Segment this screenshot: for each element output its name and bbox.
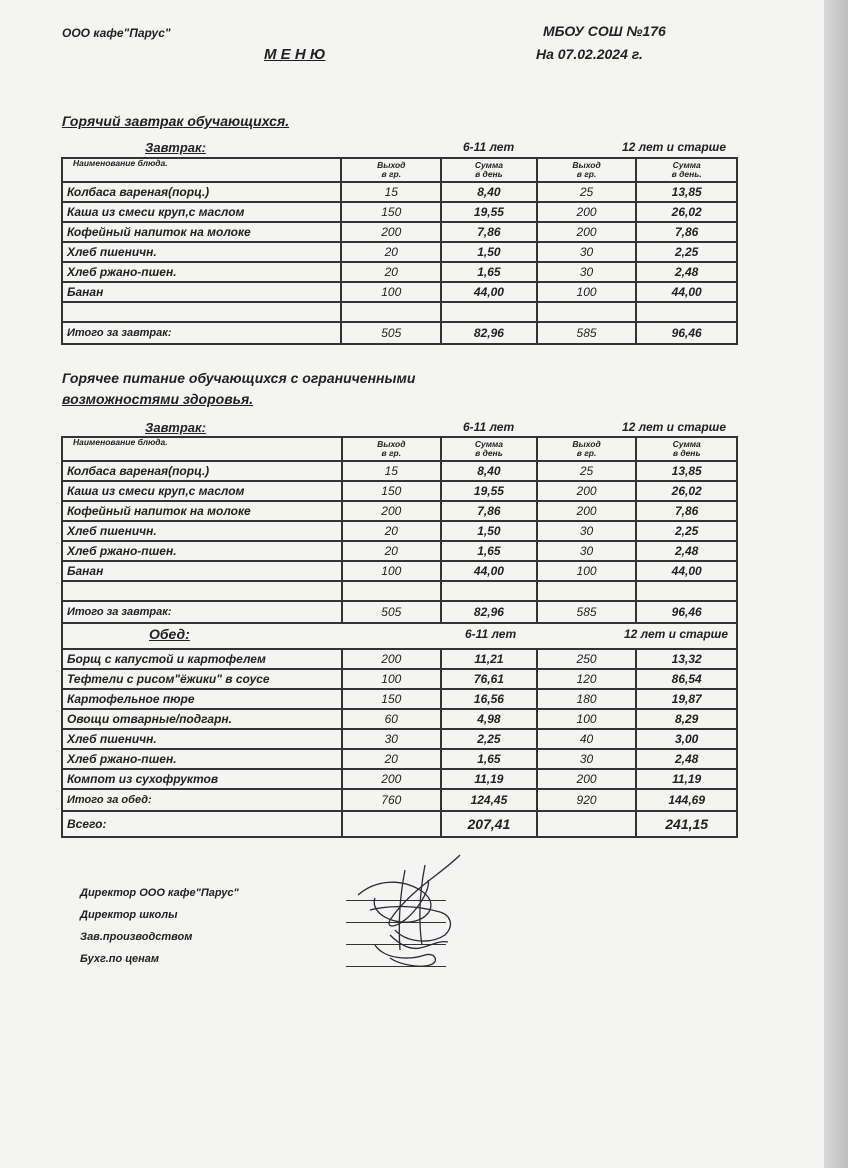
grams: 40 bbox=[537, 729, 637, 749]
dish-name: Кофейный напиток на молоке bbox=[62, 222, 341, 242]
sum: 19,55 bbox=[441, 202, 537, 222]
total-grams: 920 bbox=[537, 789, 637, 811]
grams: 60 bbox=[342, 709, 442, 729]
total-sum: 96,46 bbox=[636, 322, 737, 344]
total-row bbox=[62, 601, 737, 623]
sum: 1,50 bbox=[441, 242, 537, 262]
menu-item-row bbox=[62, 561, 737, 581]
sum: 44,00 bbox=[636, 561, 737, 581]
sum: 16,56 bbox=[441, 689, 537, 709]
section2-meal: Завтрак: bbox=[145, 420, 206, 435]
sum: 13,85 bbox=[636, 182, 737, 202]
menu-item-row bbox=[62, 749, 737, 769]
dish-name: Хлеб пшеничн. bbox=[62, 242, 341, 262]
ovz-menu-table bbox=[61, 436, 738, 838]
section2-age2: 12 лет и старше bbox=[622, 420, 727, 434]
dish-name: Картофельное пюре bbox=[62, 689, 342, 709]
sum: 2,48 bbox=[636, 541, 737, 561]
total-grams: 505 bbox=[342, 601, 442, 623]
grams: 100 bbox=[537, 709, 637, 729]
grams: 200 bbox=[537, 769, 637, 789]
grams: 20 bbox=[341, 242, 441, 262]
table-header-row bbox=[62, 158, 737, 182]
dish-name: Хлеб ржано-пшен. bbox=[62, 749, 342, 769]
sum: 19,55 bbox=[441, 481, 537, 501]
col-sum-header: Сумма в день. bbox=[636, 158, 737, 182]
grams: 20 bbox=[342, 541, 442, 561]
menu-item-row bbox=[62, 262, 737, 282]
grams: 30 bbox=[537, 262, 637, 282]
grand-total-row bbox=[62, 811, 737, 837]
dish-name: Банан bbox=[62, 282, 341, 302]
menu-item-row bbox=[62, 689, 737, 709]
total-grams: 505 bbox=[341, 322, 441, 344]
sum: 13,85 bbox=[636, 461, 737, 481]
total-label: Итого за завтрак: bbox=[62, 322, 341, 344]
grams: 200 bbox=[341, 222, 441, 242]
section2-age1: 6-11 лет bbox=[463, 420, 515, 434]
signature-label: Бухг.по ценам bbox=[80, 953, 159, 965]
sum: 2,48 bbox=[636, 262, 737, 282]
col-out-header: Выход в гр. bbox=[341, 158, 441, 182]
handwritten-signature bbox=[330, 850, 480, 975]
total-sum: 82,96 bbox=[441, 601, 537, 623]
col-out-header: Выход в гр. bbox=[342, 437, 442, 461]
breakfast-table bbox=[61, 157, 738, 345]
col-out-header: Выход в гр. bbox=[537, 158, 637, 182]
col-sum-header: Сумма в день bbox=[441, 158, 537, 182]
grams: 180 bbox=[537, 689, 637, 709]
total-label: Итого за обед: bbox=[62, 789, 342, 811]
section2-title-line2: возможностями здоровья. bbox=[62, 391, 254, 407]
dish-name: Колбаса вареная(порц.) bbox=[62, 182, 341, 202]
dish-name: Каша из смеси круп,с маслом bbox=[62, 481, 342, 501]
col-name-header: Наименование блюда. bbox=[62, 437, 342, 461]
col-sum-header: Сумма в день bbox=[441, 437, 537, 461]
grams: 150 bbox=[341, 202, 441, 222]
total-sum: 82,96 bbox=[441, 322, 537, 344]
menu-item-row bbox=[62, 709, 737, 729]
menu-item-row bbox=[62, 521, 737, 541]
menu-item-row bbox=[62, 481, 737, 501]
grams: 30 bbox=[537, 541, 637, 561]
sum: 1,65 bbox=[441, 262, 537, 282]
total-grams: 760 bbox=[342, 789, 442, 811]
grams: 100 bbox=[341, 282, 441, 302]
sum: 4,98 bbox=[441, 709, 537, 729]
total-label: Итого за завтрак: bbox=[62, 601, 342, 623]
grams: 200 bbox=[342, 649, 442, 669]
menu-item-row bbox=[62, 541, 737, 561]
total-row bbox=[62, 322, 737, 344]
total-sum: 124,45 bbox=[441, 789, 537, 811]
grams: 20 bbox=[342, 749, 442, 769]
col-name-header: Наименование блюда. bbox=[62, 158, 341, 182]
empty-row bbox=[62, 581, 737, 601]
grams: 100 bbox=[342, 561, 442, 581]
section1-age2: 12 лет и старше bbox=[622, 140, 727, 154]
sum: 44,00 bbox=[636, 282, 737, 302]
grams: 100 bbox=[537, 561, 637, 581]
grams: 150 bbox=[342, 689, 442, 709]
section2-title-line1: Горячее питание обучающихся с ограниченными bbox=[62, 370, 416, 386]
lunch-meal: Обед: bbox=[149, 626, 190, 642]
grams: 30 bbox=[342, 729, 442, 749]
menu-item-row bbox=[62, 769, 737, 789]
grams: 200 bbox=[342, 769, 442, 789]
empty-row bbox=[62, 302, 737, 322]
section1-meal: Завтрак: bbox=[145, 140, 206, 155]
grams: 150 bbox=[342, 481, 442, 501]
menu-item-row bbox=[62, 729, 737, 749]
sum: 11,19 bbox=[636, 769, 737, 789]
signature-label: Директор ООО кафе"Парус" bbox=[80, 887, 239, 899]
sum: 26,02 bbox=[636, 481, 737, 501]
grams: 100 bbox=[537, 282, 637, 302]
grams: 30 bbox=[537, 521, 637, 541]
school-name: МБОУ СОШ №176 bbox=[543, 23, 666, 39]
grand-total-sum: 207,41 bbox=[441, 811, 537, 837]
empty-cell bbox=[537, 811, 637, 837]
sum: 19,87 bbox=[636, 689, 737, 709]
grams: 20 bbox=[341, 262, 441, 282]
sum: 7,86 bbox=[636, 501, 737, 521]
total-grams: 585 bbox=[537, 601, 637, 623]
dish-name: Борщ с капустой и картофелем bbox=[62, 649, 342, 669]
dish-name: Хлеб пшеничн. bbox=[62, 521, 342, 541]
sum: 2,25 bbox=[441, 729, 537, 749]
section1-age1: 6-11 лет bbox=[463, 140, 515, 154]
dish-name: Тефтели с рисом"ёжики" в соусе bbox=[62, 669, 342, 689]
total-sum: 96,46 bbox=[636, 601, 737, 623]
sum: 1,65 bbox=[441, 541, 537, 561]
sum: 7,86 bbox=[636, 222, 737, 242]
sum: 7,86 bbox=[441, 222, 537, 242]
sum: 8,29 bbox=[636, 709, 737, 729]
page-title: М Е Н Ю bbox=[264, 46, 326, 63]
grams: 30 bbox=[537, 242, 637, 262]
dish-name: Колбаса вареная(порц.) bbox=[62, 461, 342, 481]
lunch-age1: 6-11 лет bbox=[465, 627, 517, 641]
sum: 2,25 bbox=[636, 242, 737, 262]
grams: 25 bbox=[537, 461, 637, 481]
total-grams: 585 bbox=[537, 322, 637, 344]
menu-item-row bbox=[62, 222, 737, 242]
sum: 8,40 bbox=[441, 182, 537, 202]
signature-label: Директор школы bbox=[80, 909, 178, 921]
section1-title: Горячий завтрак обучающихся. bbox=[62, 113, 290, 129]
col-out-header: Выход в гр. bbox=[537, 437, 637, 461]
grand-total-label: Всего: bbox=[62, 811, 342, 837]
menu-item-row bbox=[62, 669, 737, 689]
grams: 30 bbox=[537, 749, 637, 769]
signature-label: Зав.производством bbox=[80, 931, 193, 943]
grams: 200 bbox=[537, 481, 637, 501]
lunch-header-row bbox=[62, 623, 737, 649]
grams: 200 bbox=[342, 501, 442, 521]
lunch-age2: 12 лет и старше bbox=[624, 627, 729, 641]
sum: 1,65 bbox=[441, 749, 537, 769]
sum: 11,19 bbox=[441, 769, 537, 789]
table-header-row bbox=[62, 437, 737, 461]
sum: 11,21 bbox=[441, 649, 537, 669]
total-sum: 144,69 bbox=[636, 789, 737, 811]
sum: 7,86 bbox=[441, 501, 537, 521]
grams: 120 bbox=[537, 669, 637, 689]
grams: 20 bbox=[342, 521, 442, 541]
sum: 1,50 bbox=[441, 521, 537, 541]
dish-name: Каша из смеси круп,с маслом bbox=[62, 202, 341, 222]
menu-item-row bbox=[62, 649, 737, 669]
company-name: ООО кафе"Парус" bbox=[62, 26, 171, 40]
menu-item-row bbox=[62, 202, 737, 222]
sum: 86,54 bbox=[636, 669, 737, 689]
grams: 15 bbox=[341, 182, 441, 202]
sum: 13,32 bbox=[636, 649, 737, 669]
dish-name: Банан bbox=[62, 561, 342, 581]
menu-item-row bbox=[62, 242, 737, 262]
dish-name: Хлеб пшеничн. bbox=[62, 729, 342, 749]
grams: 200 bbox=[537, 202, 637, 222]
sum: 2,25 bbox=[636, 521, 737, 541]
grams: 200 bbox=[537, 501, 637, 521]
grams: 200 bbox=[537, 222, 637, 242]
sum: 44,00 bbox=[441, 282, 537, 302]
sum: 26,02 bbox=[636, 202, 737, 222]
menu-item-row bbox=[62, 282, 737, 302]
sum: 76,61 bbox=[441, 669, 537, 689]
grams: 15 bbox=[342, 461, 442, 481]
menu-item-row bbox=[62, 501, 737, 521]
menu-item-row bbox=[62, 461, 737, 481]
sum: 44,00 bbox=[441, 561, 537, 581]
grams: 25 bbox=[537, 182, 637, 202]
lunch-total-row bbox=[62, 789, 737, 811]
grand-total-sum: 241,15 bbox=[636, 811, 737, 837]
sum: 8,40 bbox=[441, 461, 537, 481]
dish-name: Овощи отварные/подгарн. bbox=[62, 709, 342, 729]
dish-name: Хлеб ржано-пшен. bbox=[62, 541, 342, 561]
sum: 2,48 bbox=[636, 749, 737, 769]
grams: 100 bbox=[342, 669, 442, 689]
menu-item-row bbox=[62, 182, 737, 202]
empty-cell bbox=[342, 811, 442, 837]
dish-name: Компот из сухофруктов bbox=[62, 769, 342, 789]
menu-date: На 07.02.2024 г. bbox=[536, 46, 643, 62]
dish-name: Хлеб ржано-пшен. bbox=[62, 262, 341, 282]
sum: 3,00 bbox=[636, 729, 737, 749]
col-sum-header: Сумма в день bbox=[636, 437, 737, 461]
grams: 250 bbox=[537, 649, 637, 669]
dish-name: Кофейный напиток на молоке bbox=[62, 501, 342, 521]
